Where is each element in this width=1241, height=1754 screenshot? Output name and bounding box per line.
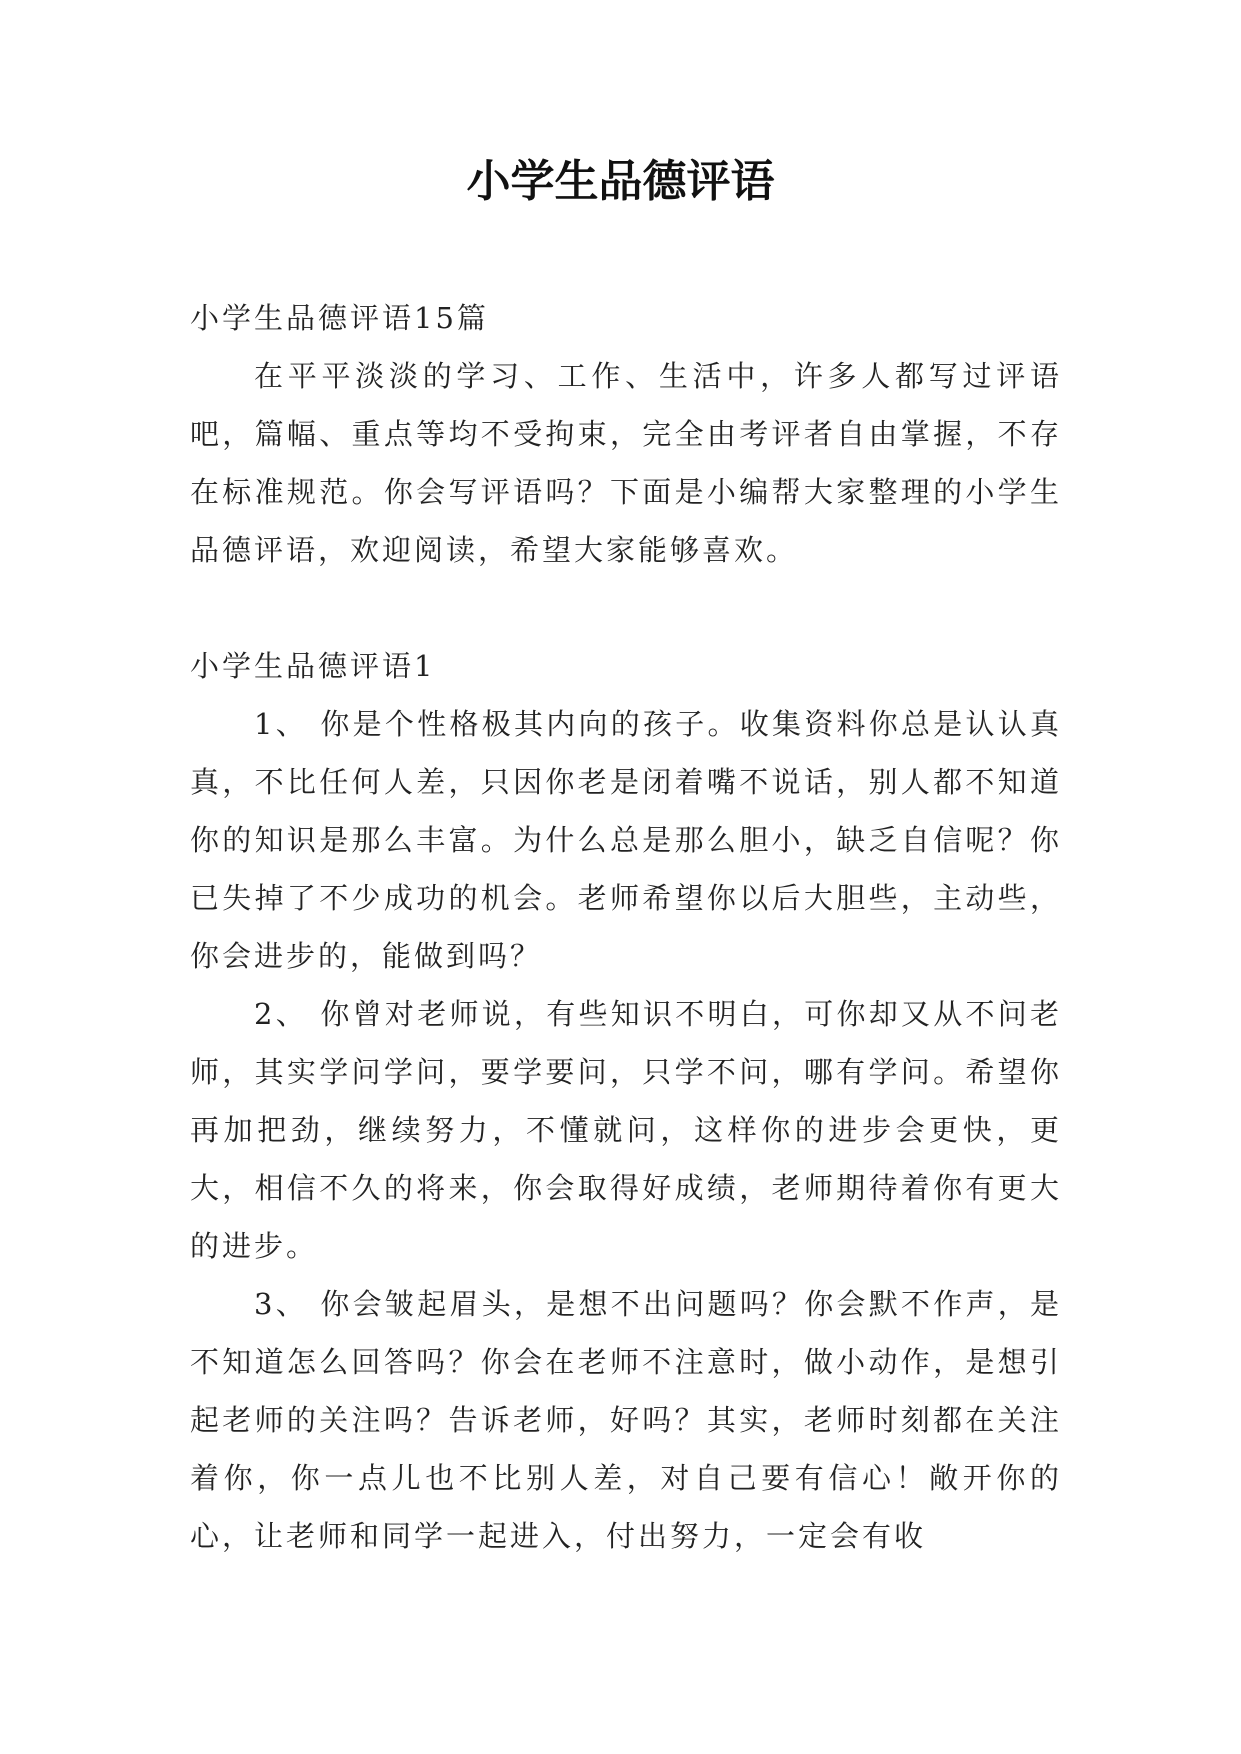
comment-item-3: 3、 你会皱起眉头，是想不出问题吗？你会默不作声，是不知道怎么回答吗？你会在老师不注意时，做小动作，是想引起老师的关注吗？告诉老师，好吗？其实，老师时刻都在关注着你，你一点儿也不比别人差，对自己要有信心！敞开你的心，让老师和同学一起进入，付出努力，一定会有收 [190,1287,1062,1553]
comment-item-1: 1、 你是个性格极其内向的孩子。收集资料你总是认认真真，不比任何人差，只因你老是闭着嘴不说话，别人都不知道你的知识是那么丰富。为什么总是那么胆小，缺乏自信呢？你已失掉了不少成功的机会。老师希望你以后大胆些，主动些，你会进步的，能做到吗？ [190,707,1062,973]
comment-item-2: 2、 你曾对老师说，有些知识不明白，可你却又从不问老师，其实学问学问，要学要问，只学不问，哪有学问。希望你再加把劲，继续努力，不懂就问，这样你的进步会更快，更大，相信不久的将来，你会取得好成绩，老师期待着你有更大的进步。 [190,997,1062,1263]
document-body [190,289,1062,1565]
section-heading: 小学生品德评语1 [190,649,436,683]
intro-paragraph: 在平平淡淡的学习、工作、生活中，许多人都写过评语吧，篇幅、重点等均不受拘束，完全由考评者自由掌握，不存在标准规范。你会写评语吗？下面是小编帮大家整理的小学生品德评语，欢迎阅读，希望大家能够喜欢。 [190,359,1062,567]
document-subtitle: 小学生品德评语15篇 [190,301,489,335]
paragraph-spacer [190,579,1062,637]
document-title: 小学生品德评语 [466,156,775,207]
